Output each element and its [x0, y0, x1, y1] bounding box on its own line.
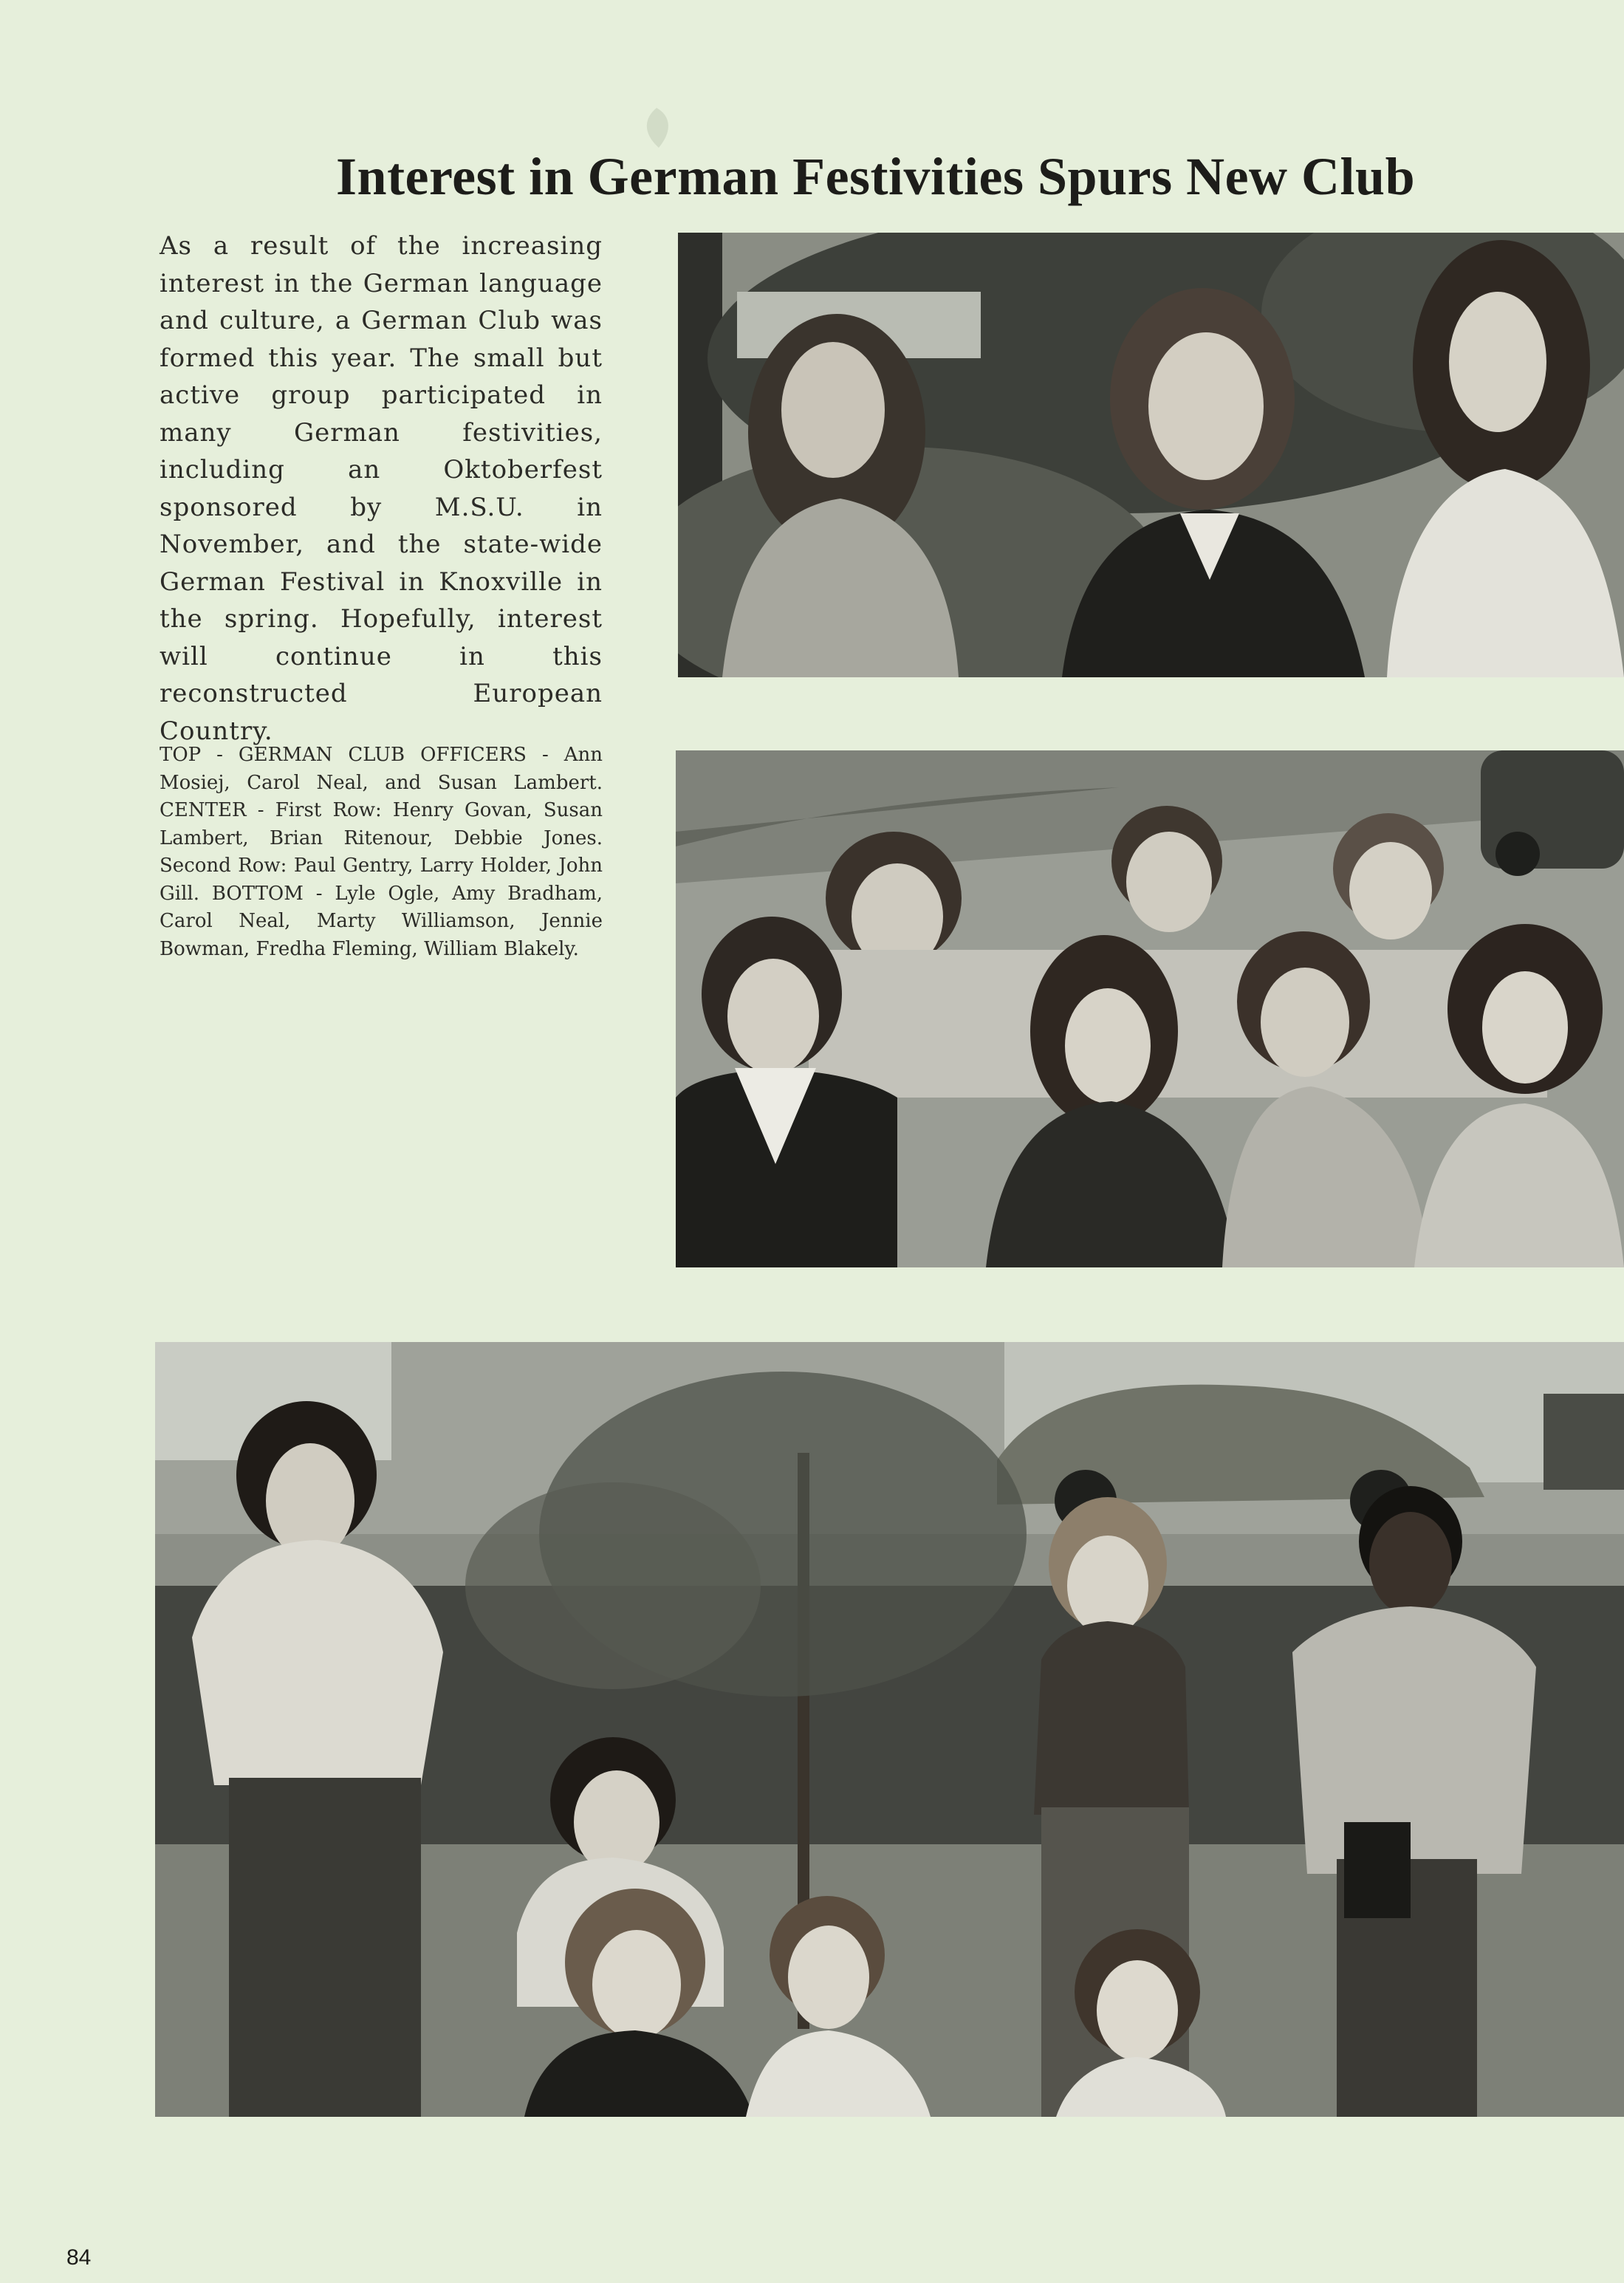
page-title: Interest in German Festivities Spurs New Club — [336, 147, 1416, 206]
photo-caption: TOP - GERMAN CLUB OFFICERS - Ann Mosiej, Carol Neal, and Susan Lambert. CENTER - First Row: Henry Govan, Susan Lambert, Brian Ritenour, Debbie Jones. Second Row: Paul Gentry, Larry Holder, John Gill. BOTTOM - Lyle Ogle, Amy Bradham, Carol Neal, Marty Williamson, Jennie Bowman, Fredha Fleming, William Blakely. — [160, 744, 603, 960]
article-body: As a result of the increasing interest in the German language and culture, a German Club was formed this year. The small but active group participated in many German festivities, including an Oktoberfest sponsored by M.S.U. in November, and the state-wide German Festival in Knoxville in the spring. Hopefully, interest will continue in this reconstructed European Country. — [160, 231, 603, 746]
photo-members-group — [676, 750, 1624, 1267]
photo-officers — [678, 233, 1624, 677]
leaf-ornament-icon — [637, 105, 676, 152]
photo-group-by-tree — [155, 1342, 1624, 2117]
page-number: 84 — [66, 2245, 92, 2270]
